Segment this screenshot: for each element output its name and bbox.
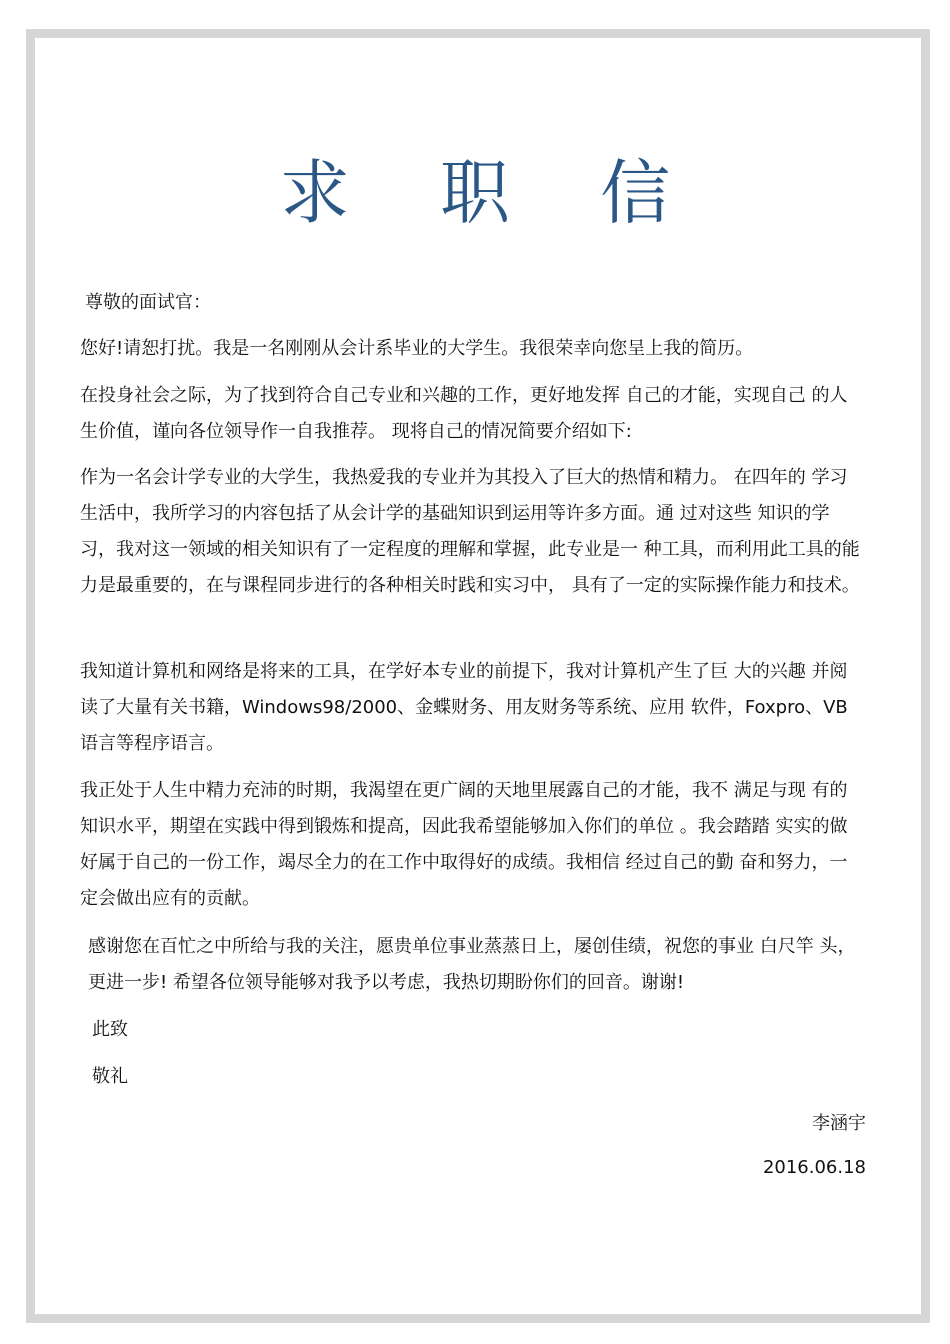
paragraph-greeting xyxy=(80,331,860,367)
paragraph-text: 在投身社会之际，为了找到符合自己专业和兴趣的工作，更好地发挥 自己的才能，实现自己 的人生价值，谨向各位领导作一自我推荐。 现将自己的情况简要介绍如下: xyxy=(80,385,848,442)
paragraph-text: 作为一名会计学专业的大学生，我热爱我的专业并为其投入了巨大的热情和精力。 在四年的 学习生活中，我所学习的内容包括了从会计学的基础知识到运用等许多方面。通 过对这些 知识的学习，我对这一领域的相关知识有了一定程度的理解和掌握，此专业是一 种工具，而利用此工具的能力是最重要的，在与课程同步进行的各种相关时践和实习中， 具有了一定的实际操作能力和技术。 xyxy=(80,467,860,596)
closing-line-2: 敬礼 xyxy=(92,1066,128,1087)
paragraph-aspiration xyxy=(80,773,860,917)
paragraph-text: 我知道计算机和网络是将来的工具，在学好本专业的前提下，我对计算机产生了巨 大的兴趣 并阅读了大量有关书籍，Windows98/2000、金蝶财务、用友财务等系统、应用 软件，Foxpro、VB 语言等程序语言。 xyxy=(80,661,848,754)
letter-title: 求 职 信 xyxy=(279,152,705,234)
paragraph-text: 您好!请恕打扰。我是一名刚刚从会计系毕业的大学生。我很荣幸向您呈上我的简历。 xyxy=(80,338,754,359)
signature-name: 李涵宇 xyxy=(812,1113,866,1134)
paragraph-thanks xyxy=(88,929,868,1001)
closing-line-1: 此致 xyxy=(92,1019,128,1040)
letter-date: 2016.06.18 xyxy=(762,1157,866,1178)
paragraph-major xyxy=(80,460,860,604)
salutation: 尊敬的面试官： xyxy=(85,292,211,313)
paragraph-introduction xyxy=(80,378,860,450)
paragraph-text: 感谢您在百忙之中所给与我的关注，愿贵单位事业蒸蒸日上，屡创佳绩，祝您的事业 白尺竿 头，更进一步! 希望各位领导能够对我予以考虑，我热切期盼你们的回音。谢谢! xyxy=(88,936,856,993)
paragraph-computer-skills xyxy=(80,654,860,762)
paragraph-text: 我正处于人生中精力充沛的时期，我渴望在更广阔的天地里展露自己的才能，我不 满足与现 有的知识水平，期望在实践中得到锻炼和提高，因此我希望能够加入你们的单位 。我会踏踏 实实的做好属于自己的一份工作，竭尽全力的在工作中取得好的成绩。我相信 经过自己的勤 奋和努力，一定会做出应有的贡献。 xyxy=(80,780,848,909)
